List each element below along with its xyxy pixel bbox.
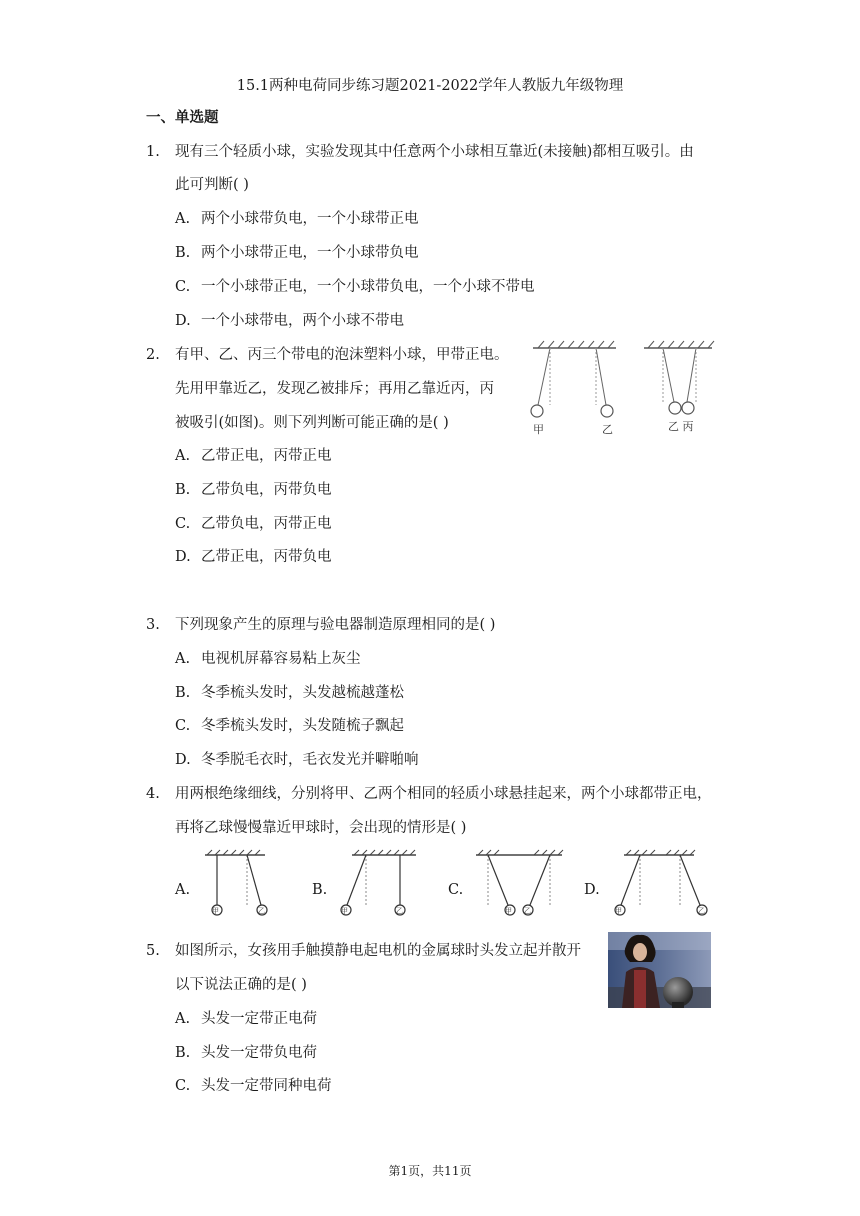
option-label: D. xyxy=(175,549,191,565)
option-text: 两个小球带正电，一个小球带负电 xyxy=(201,245,419,261)
option-label: B. xyxy=(175,482,191,498)
option-label: D. xyxy=(175,313,191,329)
question-text: 先用甲靠近乙，发现乙被排斥；再用乙靠近丙，丙 xyxy=(175,381,494,397)
option-b[interactable] xyxy=(175,243,419,263)
figure-label: 乙 xyxy=(602,423,613,436)
option-text: 冬季梳头发时，头发随梳子飘起 xyxy=(201,718,404,734)
question-text: 此可判断( ) xyxy=(175,177,249,193)
question-text: 下列现象产生的原理与验电器制造原理相同的是( ) xyxy=(175,617,496,633)
option-label: B. xyxy=(175,685,191,701)
pendulum-figure-b xyxy=(338,850,418,922)
figure-label: 乙 xyxy=(524,907,531,915)
figure-label: 甲 xyxy=(212,907,219,915)
figure-label: 乙 xyxy=(396,907,403,915)
option-label: A. xyxy=(175,448,191,464)
option-b[interactable] xyxy=(175,480,332,500)
pendulum-figure-a xyxy=(203,850,273,922)
option-text: 乙带正电，丙带正电 xyxy=(201,448,332,464)
figure-label: 甲 xyxy=(341,907,348,915)
option-text: 两个小球带负电，一个小球带正电 xyxy=(201,211,419,227)
option-text: 冬季梳头发时，头发越梳越蓬松 xyxy=(201,685,404,701)
question-number: 1. xyxy=(146,144,160,160)
option-a[interactable] xyxy=(175,1009,317,1029)
option-b[interactable]: B. xyxy=(312,882,328,898)
question-text: 用两根绝缘细线，分别将甲、乙两个相同的轻质小球悬挂起来，两个小球都带正电， xyxy=(175,786,712,802)
option-text: 一个小球带电，两个小球不带电 xyxy=(201,313,404,329)
section-heading: 一、单选题 xyxy=(146,109,219,126)
question-text: 再将乙球慢慢靠近甲球时，会出现的情形是( ) xyxy=(175,820,467,836)
question-number: 5. xyxy=(146,943,160,959)
option-d[interactable] xyxy=(175,750,419,770)
option-c[interactable]: C. xyxy=(448,882,464,898)
option-c[interactable] xyxy=(175,716,404,736)
question-number: 4. xyxy=(146,786,160,802)
figure-label: 甲 xyxy=(533,423,544,436)
option-text: 乙带负电，丙带负电 xyxy=(201,482,332,498)
figure-label: 乙 xyxy=(258,907,265,915)
option-text: 头发一定带负电荷 xyxy=(201,1045,317,1061)
option-text: 乙带负电，丙带正电 xyxy=(201,516,332,532)
page-title: 15.1两种电荷同步练习题2021-2022学年人教版九年级物理 xyxy=(236,78,624,94)
option-text: 乙带正电，丙带负电 xyxy=(201,549,332,565)
option-text: 一个小球带正电，一个小球带负电，一个小球不带电 xyxy=(201,279,535,295)
option-label: C. xyxy=(175,516,191,532)
figure-label: 乙 丙 xyxy=(668,420,694,433)
option-b[interactable] xyxy=(175,683,404,703)
question-text: 被吸引(如图)。则下列判断可能正确的是( ) xyxy=(175,415,449,431)
option-label: A. xyxy=(175,1011,191,1027)
question-number: 3. xyxy=(146,617,160,633)
pendulum-figure-d xyxy=(610,850,710,922)
option-c[interactable] xyxy=(175,1076,332,1096)
option-a[interactable] xyxy=(175,649,361,669)
option-label: A. xyxy=(175,211,191,227)
option-label: C. xyxy=(175,1078,191,1094)
option-a[interactable] xyxy=(175,446,332,466)
option-label: B. xyxy=(175,1045,191,1061)
option-label: C. xyxy=(175,718,191,734)
option-d[interactable]: D. xyxy=(584,882,600,898)
option-text: 电视机屏幕容易粘上灰尘 xyxy=(201,651,361,667)
option-text: 头发一定带同种电荷 xyxy=(201,1078,332,1094)
option-label: D. xyxy=(175,752,191,768)
pendulum-figure-q2 xyxy=(528,338,718,438)
option-c[interactable] xyxy=(175,277,535,297)
option-b[interactable] xyxy=(175,1043,317,1063)
option-d[interactable] xyxy=(175,547,332,567)
option-d[interactable] xyxy=(175,311,404,331)
girl-static-photo xyxy=(608,932,711,1008)
option-label: B. xyxy=(175,245,191,261)
figure-label: 甲 xyxy=(615,907,622,915)
option-c[interactable] xyxy=(175,514,332,534)
option-label: C. xyxy=(175,279,191,295)
option-label: A. xyxy=(175,651,191,667)
question-text: 以下说法正确的是( ) xyxy=(175,977,307,993)
question-text: 如图所示，女孩用手触摸静电起电机的金属球时头发立起并散开 xyxy=(175,943,581,959)
page-footer: 第1页，共11页 xyxy=(388,1164,472,1178)
figure-label: 甲 xyxy=(505,907,512,915)
option-a[interactable]: A. xyxy=(175,882,191,898)
question-number: 2. xyxy=(146,347,160,363)
option-text: 头发一定带正电荷 xyxy=(201,1011,317,1027)
option-a[interactable] xyxy=(175,209,419,229)
question-text: 有甲、乙、丙三个带电的泡沫塑料小球，甲带正电。 xyxy=(175,347,509,363)
question-text: 现有三个轻质小球，实验发现其中任意两个小球相互靠近(未接触)都相互吸引。由 xyxy=(175,144,694,160)
option-text: 冬季脱毛衣时，毛衣发光并噼啪响 xyxy=(201,752,419,768)
figure-label: 乙 xyxy=(698,907,705,915)
pendulum-figure-c xyxy=(474,850,564,922)
